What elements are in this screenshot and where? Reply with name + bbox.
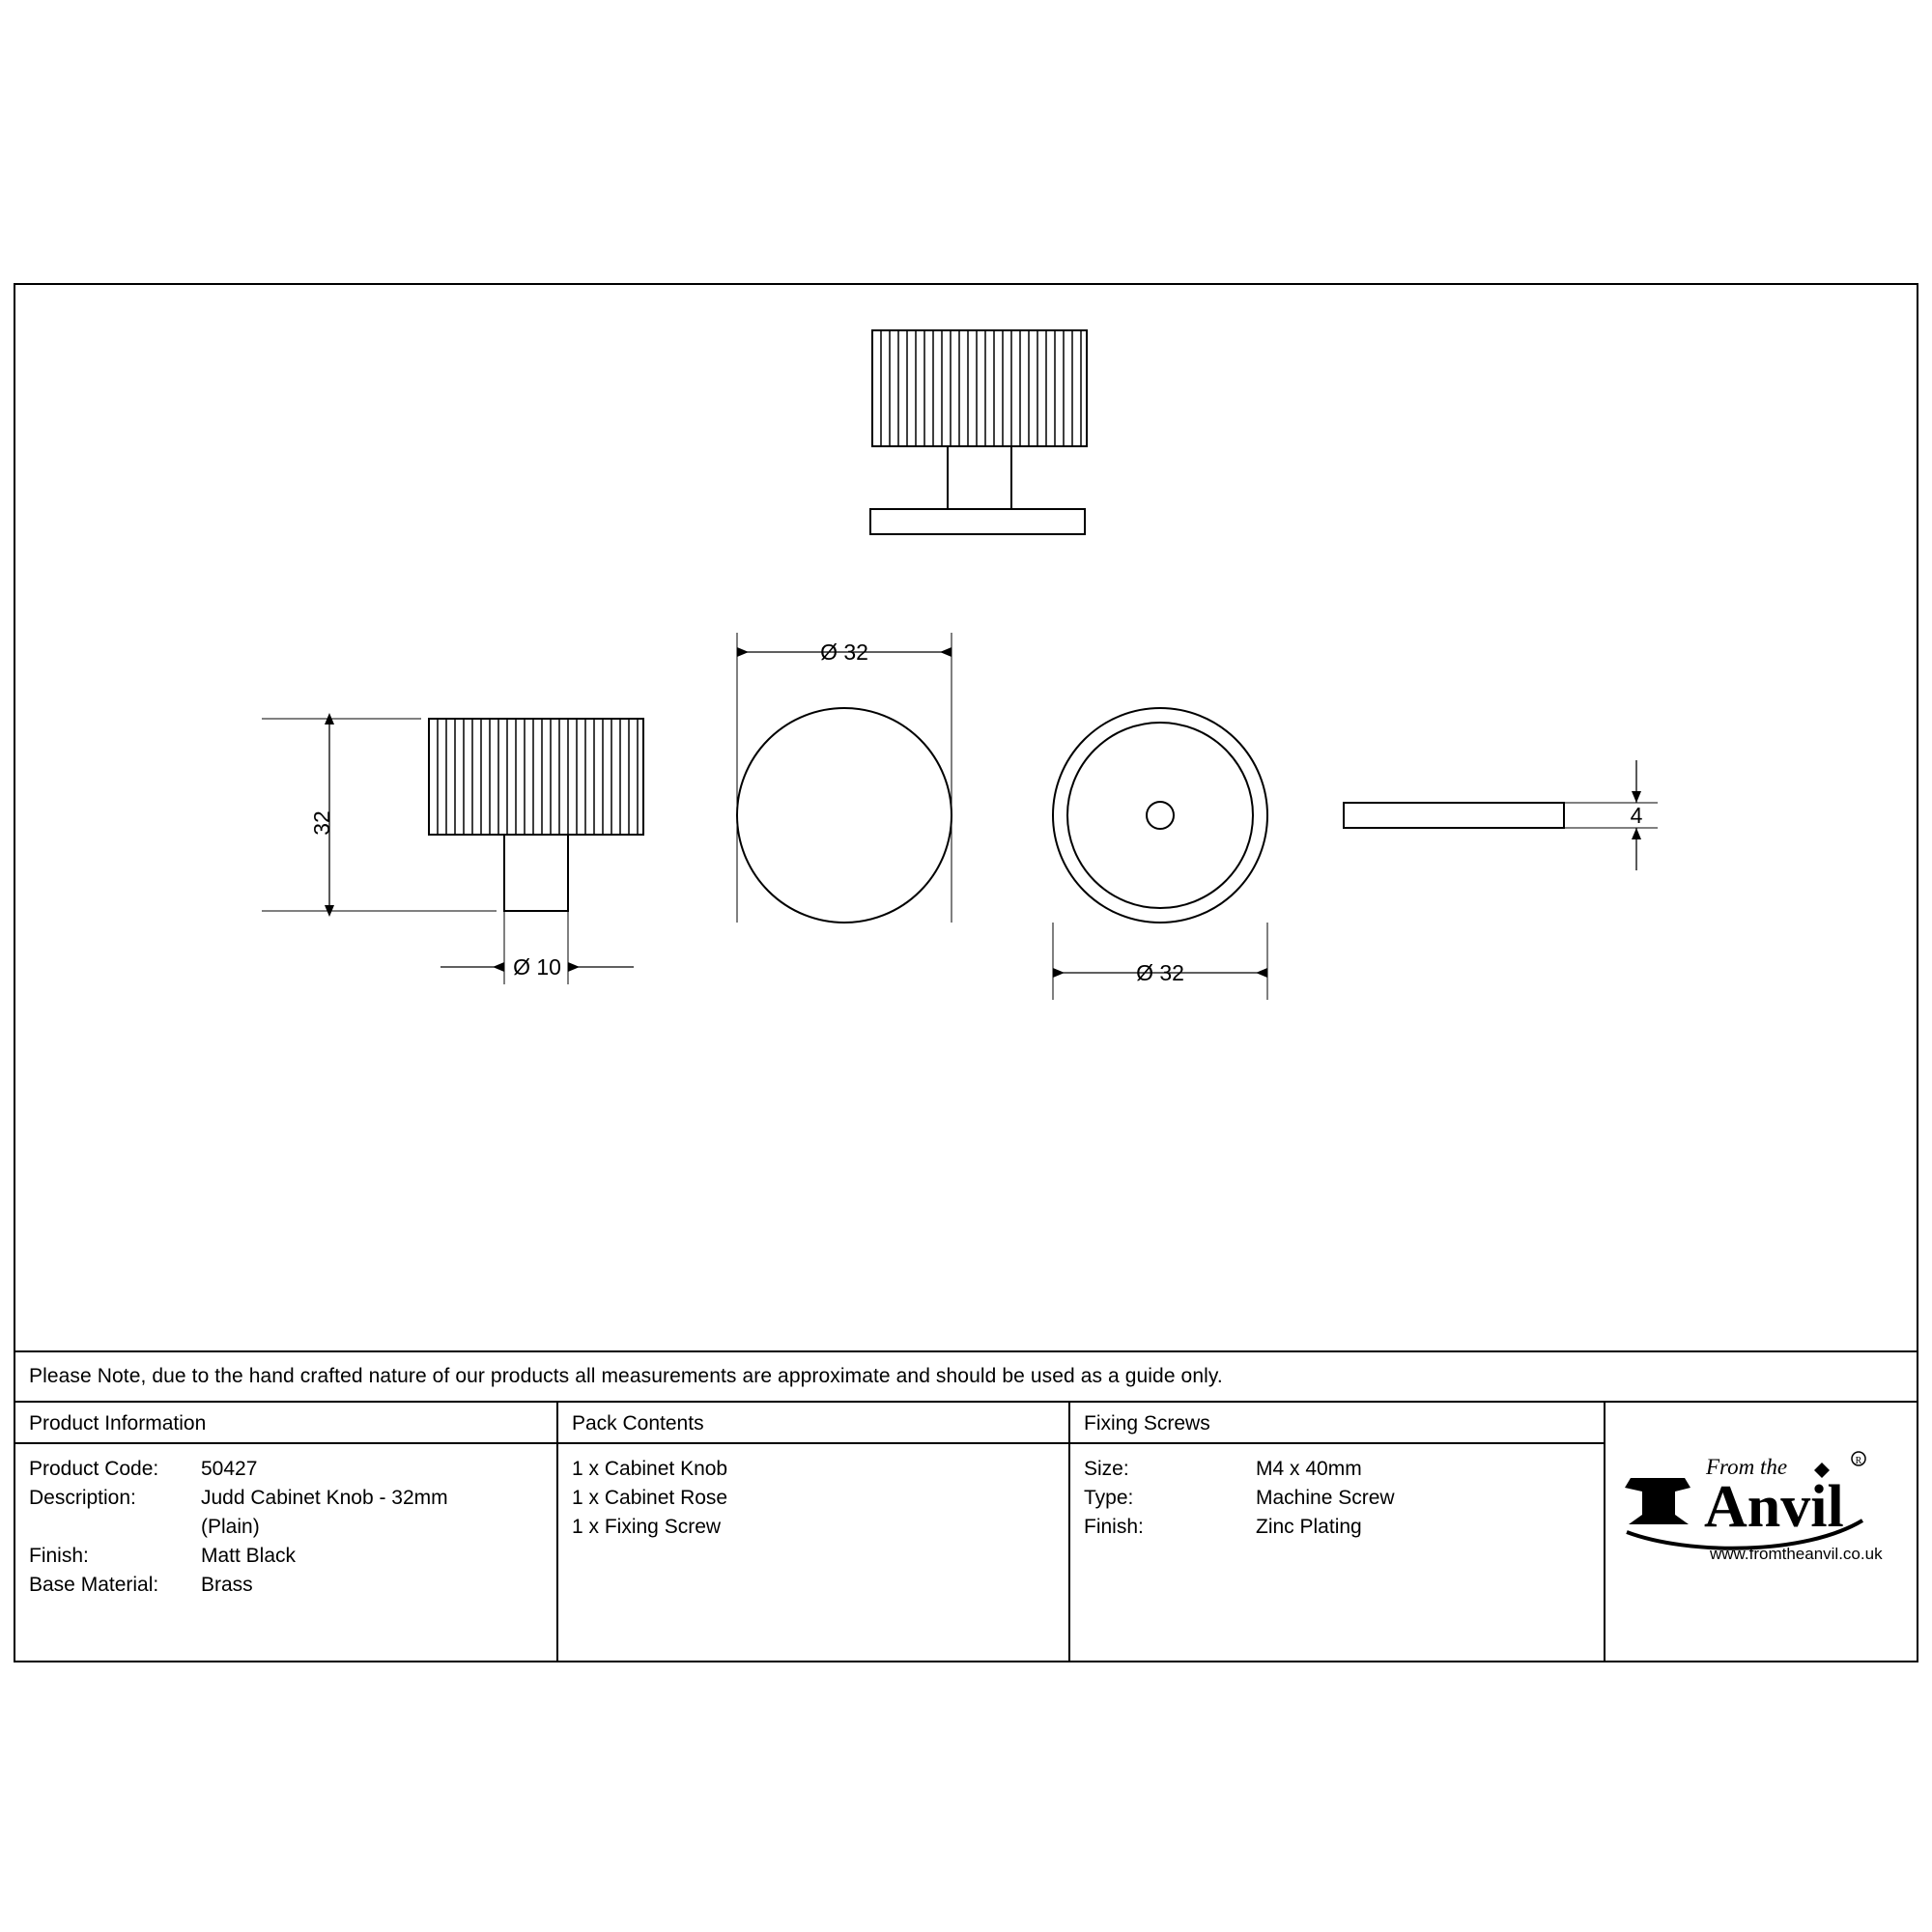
dim-rose-diameter: Ø 32: [1136, 960, 1184, 985]
finish-row: [29, 1542, 556, 1571]
pack-contents-column: [558, 1403, 1070, 1661]
base-material-label: Base Material:: [29, 1574, 159, 1596]
screw-type-label: Type:: [1084, 1487, 1134, 1509]
screw-size-value: M4 x 40mm: [1256, 1458, 1362, 1480]
brand-logo-column: [1605, 1403, 1915, 1661]
base-material-row: [29, 1571, 556, 1600]
fixing-screws-header: Fixing Screws: [1084, 1412, 1210, 1435]
anvil-logo-svg: [1621, 1443, 1901, 1588]
screw-finish-row: [1084, 1513, 1604, 1542]
screw-finish-label: Finish:: [1084, 1516, 1144, 1538]
description-row: [29, 1484, 556, 1513]
product-information-body: [15, 1441, 556, 1600]
finish-value: Matt Black: [201, 1545, 297, 1567]
divider: [15, 1442, 556, 1444]
description-value-cont: (Plain): [201, 1516, 260, 1538]
screw-finish-value: Zinc Plating: [1256, 1516, 1362, 1538]
base-material-value: Brass: [201, 1574, 253, 1596]
dim-knob-diameter: Ø 32: [820, 639, 868, 665]
registered-mark: R: [1855, 1456, 1862, 1466]
description-value: Judd Cabinet Knob - 32mm: [201, 1487, 448, 1509]
product-code-row: [29, 1455, 556, 1484]
pack-item: 1 x Cabinet Knob: [572, 1458, 728, 1480]
screw-type-value: Machine Screw: [1256, 1487, 1395, 1509]
anvil-shape-icon: [1625, 1478, 1690, 1524]
pack-contents-header: Pack Contents: [572, 1412, 704, 1435]
product-information-header: Product Information: [29, 1412, 207, 1435]
dim-rose-thickness: 4: [1630, 803, 1643, 828]
pack-item: 1 x Cabinet Rose: [572, 1487, 728, 1509]
finish-label: Finish:: [29, 1545, 89, 1567]
logo-website: www.fromtheanvil.co.uk: [1710, 1545, 1883, 1563]
dim-knob-height: 32: [309, 810, 334, 836]
dim-stem-diameter: Ø 10: [513, 954, 561, 980]
divider: [558, 1442, 1068, 1444]
drawing-svg: [15, 285, 1917, 1348]
logo-line2: Anvil: [1704, 1474, 1844, 1540]
drawing-sheet: [14, 283, 1918, 1662]
screw-type-row: [1084, 1484, 1604, 1513]
description-label: Description:: [29, 1487, 136, 1509]
logo-line1: From the: [1706, 1455, 1788, 1479]
measurement-note: [15, 1350, 1917, 1401]
fixing-screws-column: [1070, 1403, 1605, 1661]
pack-contents-body: [558, 1441, 1068, 1542]
product-code-value: 50427: [201, 1458, 258, 1480]
pack-item: 1 x Fixing Screw: [572, 1516, 722, 1538]
screw-size-label: Size:: [1084, 1458, 1129, 1480]
measurement-note-text: Please Note, due to the hand crafted nature of our products all measurements are approximate and should be used as a guide only.: [29, 1365, 1223, 1387]
brand-logo: [1605, 1403, 1915, 1661]
divider: [1070, 1442, 1604, 1444]
screw-size-row: [1084, 1455, 1604, 1484]
information-block: [15, 1401, 1917, 1661]
product-information-column: [15, 1403, 558, 1661]
product-code-label: Product Code:: [29, 1458, 159, 1480]
fixing-screws-body: [1070, 1441, 1604, 1542]
